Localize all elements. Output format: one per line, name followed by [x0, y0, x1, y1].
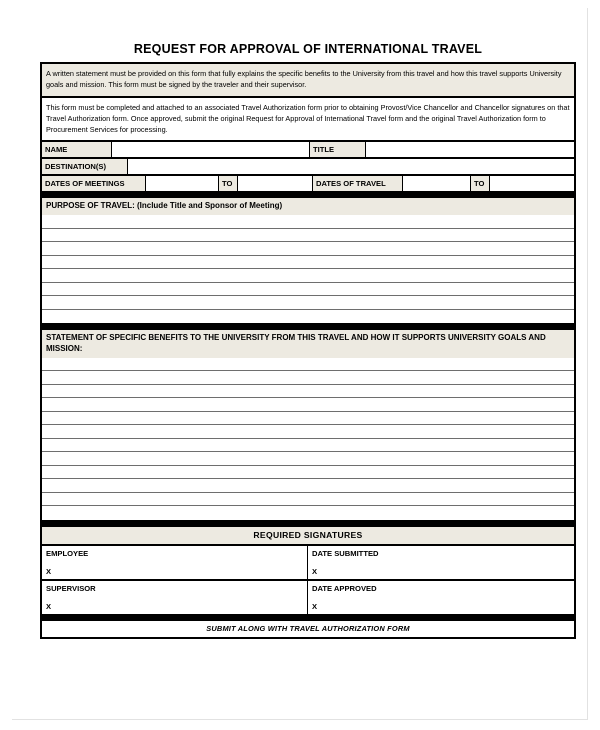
- instruction-box-submission-process: [40, 98, 576, 143]
- benefits-line[interactable]: [42, 452, 574, 466]
- dates-of-travel-from-input[interactable]: [403, 176, 471, 191]
- signature-row-supervisor: [42, 581, 574, 616]
- dates-of-meetings-from-input[interactable]: [146, 176, 219, 191]
- benefits-line[interactable]: [42, 358, 574, 372]
- purpose-line[interactable]: [42, 215, 574, 229]
- instruction-box-statement-requirement: [40, 62, 576, 98]
- document-page: [12, 8, 588, 720]
- date-submitted-mark: X: [312, 567, 318, 577]
- employee-signature-cell[interactable]: [42, 546, 308, 579]
- benefits-line[interactable]: [42, 425, 574, 439]
- purpose-line[interactable]: [42, 229, 574, 243]
- benefits-line[interactable]: [42, 479, 574, 493]
- supervisor-label: SUPERVISOR: [46, 584, 96, 594]
- benefits-line[interactable]: [42, 385, 574, 399]
- signature-row-employee: [42, 546, 574, 581]
- required-signatures-section: [40, 527, 576, 640]
- date-submitted-label: DATE SUBMITTED: [312, 549, 379, 559]
- required-signatures-heading: REQUIRED SIGNATURES: [42, 527, 574, 547]
- destination-label: DESTINATION(S): [42, 159, 128, 174]
- name-input[interactable]: [112, 142, 310, 157]
- name-label: NAME: [42, 142, 112, 157]
- instruction-statement-requirement-text: A written statement must be provided on this form that fully explains the specific benefits to the University from this travel and how this travel supports University goals and mission. This form must be signed by the traveler and their supervisor.: [42, 64, 574, 96]
- travel-to-label: TO: [471, 176, 490, 191]
- page-title: REQUEST FOR APPROVAL OF INTERNATIONAL TRAVEL: [133, 42, 483, 56]
- identification-fields-table: [40, 142, 576, 193]
- date-submitted-cell[interactable]: [308, 546, 574, 579]
- submit-instruction-note: SUBMIT ALONG WITH TRAVEL AUTHORIZATION FORM: [42, 621, 574, 637]
- destination-input[interactable]: [128, 159, 574, 174]
- purpose-line[interactable]: [42, 242, 574, 256]
- supervisor-signature-cell[interactable]: [42, 581, 308, 614]
- title-label: TITLE: [310, 142, 366, 157]
- dates-of-meetings-to-input[interactable]: [238, 176, 313, 191]
- benefits-statement-lines: [42, 358, 574, 520]
- purpose-line[interactable]: [42, 256, 574, 270]
- purpose-line[interactable]: [42, 269, 574, 283]
- dates-of-travel-label: DATES OF TRAVEL: [313, 176, 403, 191]
- benefits-line[interactable]: [42, 398, 574, 412]
- benefits-line[interactable]: [42, 439, 574, 453]
- dates-of-travel-to-input[interactable]: [490, 176, 574, 191]
- purpose-of-travel-heading: PURPOSE OF TRAVEL: (Include Title and Sponsor of Meeting): [42, 198, 574, 215]
- benefits-line[interactable]: [42, 493, 574, 507]
- benefits-line[interactable]: [42, 371, 574, 385]
- destination-row: [42, 159, 574, 176]
- meetings-to-label: TO: [219, 176, 238, 191]
- benefits-line[interactable]: [42, 506, 574, 520]
- dates-of-meetings-label: DATES OF MEETINGS: [42, 176, 146, 191]
- date-approved-label: DATE APPROVED: [312, 584, 377, 594]
- purpose-line[interactable]: [42, 283, 574, 297]
- title-input[interactable]: [366, 142, 574, 157]
- benefits-line[interactable]: [42, 466, 574, 480]
- benefits-statement-section: [40, 330, 576, 522]
- purpose-line[interactable]: [42, 310, 574, 324]
- employee-signature-mark: X: [46, 567, 52, 577]
- purpose-of-travel-lines: [42, 215, 574, 323]
- purpose-line[interactable]: [42, 296, 574, 310]
- date-approved-cell[interactable]: [308, 581, 574, 614]
- travel-approval-form: [40, 42, 576, 639]
- instruction-submission-process-text: This form must be completed and attached to an associated Travel Authorization form prior to obtaining Provost/Vice Chancellor and Chancellor signatures on that Travel Authorization form. Once approved, submit the original Request for Approval of International Travel form and the original Travel Authorization form to Procurement Services for processing.: [42, 98, 574, 141]
- date-approved-mark: X: [312, 602, 318, 612]
- supervisor-signature-mark: X: [46, 602, 52, 612]
- name-title-row: [42, 142, 574, 159]
- dates-row: [42, 176, 574, 191]
- benefits-line[interactable]: [42, 412, 574, 426]
- employee-label: EMPLOYEE: [46, 549, 89, 559]
- purpose-of-travel-section: [40, 198, 576, 325]
- benefits-statement-heading: STATEMENT OF SPECIFIC BENEFITS TO THE UNIVERSITY FROM THIS TRAVEL AND HOW IT SUPPORTS UNIVERSITY GOALS AND MISSION:: [42, 330, 574, 358]
